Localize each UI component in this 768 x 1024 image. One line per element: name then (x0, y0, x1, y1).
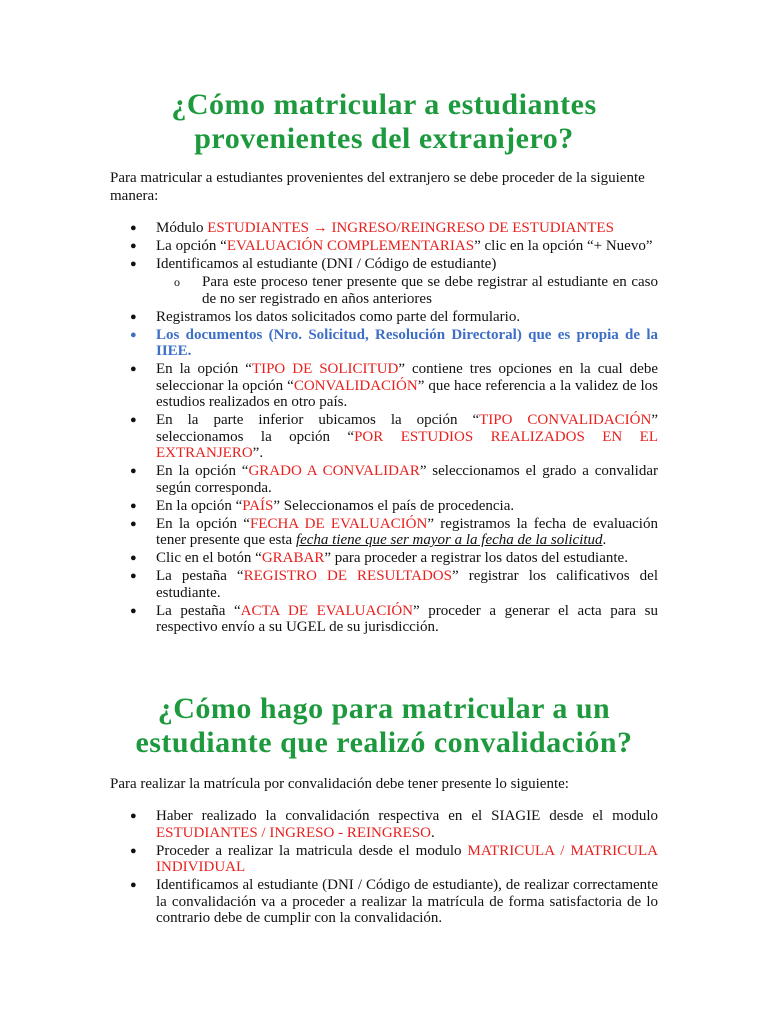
bullet-icon: ● (130, 879, 137, 891)
circle-bullet-icon: o (174, 275, 180, 289)
bullet-icon: ● (130, 240, 137, 252)
bullet-icon: ● (130, 258, 137, 270)
list-item: ● Identificamos al estudiante (DNI / Código de estudiante) (130, 256, 497, 272)
bullet-icon: ● (130, 844, 137, 857)
section-title-extranjero: ¿Cómo matricular a estudiantes provenientes del extranjero? (171, 88, 597, 155)
steps-list-extranjero (130, 220, 658, 637)
list-item: ● La pestaña “ACTA DE EVALUACIÓN” proceder a generar el acta para su respectivo envío a su UGEL de su jurisdicción. (130, 602, 658, 635)
list-item: ● Clic en el botón “GRABAR” para proceder a registrar los datos del estudiante. (130, 550, 628, 566)
list-item: ● Identificamos al estudiante (DNI / Código de estudiante), de realizar correctamente la convalidación va a proceder a realizar la matrícula de forma satisfactoria de lo contrario debe de cumplir con la convalidación. (130, 877, 658, 926)
bullet-icon: ● (130, 310, 137, 323)
bullet-icon: ● (130, 328, 137, 341)
bullet-icon: ● (130, 517, 137, 530)
sub-list-item: o Para este proceso tener presente que se debe registrar al estudiante en caso de no ser registrado en años anteriores (174, 274, 658, 307)
bullet-icon: ● (130, 810, 137, 822)
steps-list-convalidacion (130, 808, 658, 928)
list-item: ● Haber realizado la convalidación respectiva en el SIAGIE desde el modulo ESTUDIANTES / INGRESO - REINGRESO. (130, 808, 658, 841)
list-item: ● En la parte inferior ubicamos la opción “TIPO CONVALIDACIÓN” seleccionamos la opción “POR ESTUDIOS REALIZADOS EN EL EXTRANJERO”. (130, 412, 658, 461)
list-item: ● La opción “EVALUACIÓN COMPLEMENTARIAS” clic en la opción “+ Nuevo” (130, 238, 653, 254)
bullet-icon: ● (130, 552, 137, 564)
section-intro-convalidacion: Para realizar la matrícula por convalidación debe tener presente lo siguiente: (110, 776, 569, 792)
list-item: ● Módulo ESTUDIANTES → INGRESO/REINGRESO DE ESTUDIANTES (130, 220, 614, 236)
list-item: ● Registramos los datos solicitados como parte del formulario. (130, 308, 521, 325)
bullet-icon: ● (130, 222, 137, 234)
list-item: ● En la opción “FECHA DE EVALUACIÓN” registramos la fecha de evaluación tener presente que esta fecha tiene que ser mayor a la fecha de la solicitud. (130, 515, 658, 548)
list-item: ● En la opción “PAÍS” Seleccionamos el país de procedencia. (130, 497, 515, 514)
list-item: ● Los documentos (Nro. Solicitud, Resolución Directoral) que es propia de la IIEE. (130, 326, 658, 359)
bullet-icon: ● (130, 499, 137, 512)
list-item: ● En la opción “GRADO A CONVALIDAR” seleccionamos el grado a convalidar según corresponda. (130, 463, 658, 496)
bullet-icon: ● (130, 465, 137, 477)
bullet-icon: ● (130, 363, 137, 375)
list-item: ● En la opción “TIPO DE SOLICITUD” contiene tres opciones en la cual debe seleccionar la opción “CONVALIDACIÓN” que hace referencia a la validez de los estudios realizados en otro país. (130, 361, 659, 410)
bullet-icon: ● (130, 414, 137, 426)
list-item: ● La pestaña “REGISTRO DE RESULTADOS” registrar los calificativos del estudiante. (130, 568, 658, 601)
list-item: ● Proceder a realizar la matricula desde el modulo MATRICULA / MATRICULA INDIVIDUAL (130, 842, 658, 875)
section-intro-extranjero: Para matricular a estudiantes provenientes del extranjero se debe proceder de la siguiente manera: (110, 170, 645, 204)
arrow-right-icon: → (312, 220, 328, 236)
section-title-convalidacion: ¿Cómo hago para matricular a un estudiante que realizó convalidación? (135, 692, 633, 759)
bullet-icon: ● (130, 570, 137, 582)
bullet-icon: ● (130, 604, 137, 617)
